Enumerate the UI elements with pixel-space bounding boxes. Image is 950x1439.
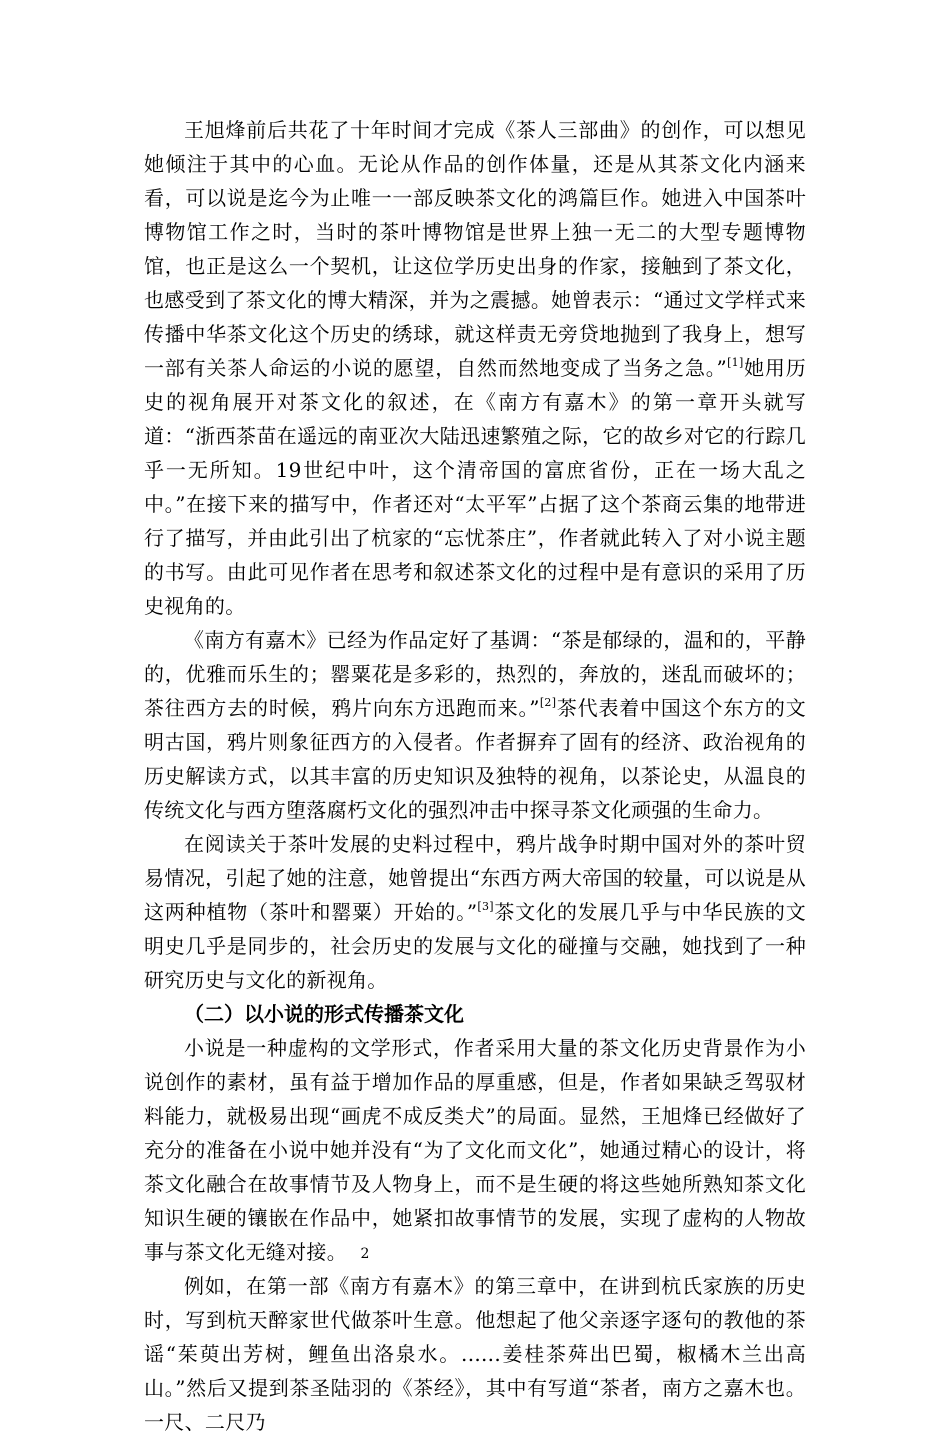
para-1-text-a: 王旭烽前后共花了十年时间才完成《茶人三部曲》的创作，可以想见她倾注于其中的心血。无论从作品的创作体量，还是从其茶文化内涵来看，可以说是迄今为止唯一一部反映茶文化的鸿篇巨作。她进入中国茶叶博物馆工作之时，当时的茶叶博物馆是世界上独一无二的大型专题博物馆，也正是这么一个契机，让这位学历史出身的作家，接触到了茶文化，也感受到了茶文化的博大精深，并为之震撼。她曾表示：“通过文学样式来传播中华茶文化这个历史的绣球，就这样责无旁贷地抛到了我身上，想写一部有关茶人命运的小说的愿望，自然而然地变成了当务之急。”	[144, 118, 806, 380]
citation-ref-3: [3]	[477, 900, 494, 913]
para-5-text: 例如，在第一部《南方有嘉木》的第三章中，在讲到杭氏家族的历史时，写到杭天醉家世代做茶叶生意。他想起了他父亲逐字逐句的教他的茶谣“茱萸出芳树，鲤鱼出洛泉水。......姜桂茶荈出巴蜀，椒橘木兰出高山。”然后又提到茶圣陆羽的《茶经》，其中有写道“茶者，南方之嘉木也。一尺、二尺乃	[144, 1274, 806, 1434]
page-number: 2	[360, 1246, 370, 1262]
section-heading: （二）以小说的形式传播茶文化	[184, 1002, 464, 1026]
body-paragraph-4	[144, 1031, 806, 1269]
para-2-text-b: 茶代表着中国这个东方的文明古国，鸦片则象征西方的入侵者。作者摒弃了固有的经济、政治视角的历史解读方式，以其丰富的历史知识及独特的视角，以茶论史，从温良的传统文化与西方堕落腐朽文化的强烈冲击中探寻茶文化顽强的生命力。	[144, 696, 806, 822]
para-3-text-b: 茶文化的发展几乎与中华民族的文明史几乎是同步的，社会历史的发展与文化的碰撞与交融，她找到了一种研究历史与文化的新视角。	[144, 900, 806, 992]
para-3-text-a: 在阅读关于茶叶发展的史料过程中，鸦片战争时期中国对外的茶叶贸易情况，引起了她的注意，她曾提出“东西方两大帝国的较量，可以说是从这两种植物（茶叶和罂粟）开始的。”	[144, 832, 806, 924]
citation-ref-2: [2]	[539, 696, 557, 709]
citation-ref-1: [1]	[727, 356, 744, 369]
para-1-text-b: 她用历史的视角展开对茶文化的叙述，在《南方有嘉木》的第一章开头就写道：“浙西茶苗在遥远的南亚次大陆迅速繁殖之际，它的故乡对它的行踪几乎一无所知。19世纪中叶，这个清帝国的富庶省份，正在一场大乱之中。”在接下来的描写中，作者还对“太平军”占据了这个茶商云集的地带进行了描写，并由此引出了杭家的“忘忧茶庄”，作者就此转入了对小说主题的书写。由此可见作者在思考和叙述茶文化的过程中是有意识的采用了历史视角的。	[144, 356, 806, 618]
body-paragraph-1	[144, 113, 806, 623]
body-paragraph-2	[144, 623, 806, 827]
body-paragraph-3	[144, 827, 806, 997]
page-body	[144, 113, 806, 1439]
body-paragraph-5	[144, 1269, 806, 1439]
para-2-text-a: 《南方有嘉木》已经为作品定好了基调：“茶是郁绿的，温和的，平静的，优雅而乐生的；罂粟花是多彩的，热烈的，奔放的，迷乱而破坏的；茶往西方去的时候，鸦片向东方迅跑而来。”	[144, 628, 806, 720]
para-4-text: 小说是一种虚构的文学形式，作者采用大量的茶文化历史背景作为小说创作的素材，虽有益于增加作品的厚重感，但是，作者如果缺乏驾驭材料能力，就极易出现“画虎不成反类犬”的局面。显然，王旭烽已经做好了充分的准备在小说中她并没有“为了文化而文化”，她通过精心的设计，将茶文化融合在故事情节及人物身上，而不是生硬的将这些她所熟知茶文化知识生硬的镶嵌在作品中，她紧扣故事情节的发展，实现了虚构的人物故事与茶文化无缝对接。	[144, 1036, 806, 1264]
